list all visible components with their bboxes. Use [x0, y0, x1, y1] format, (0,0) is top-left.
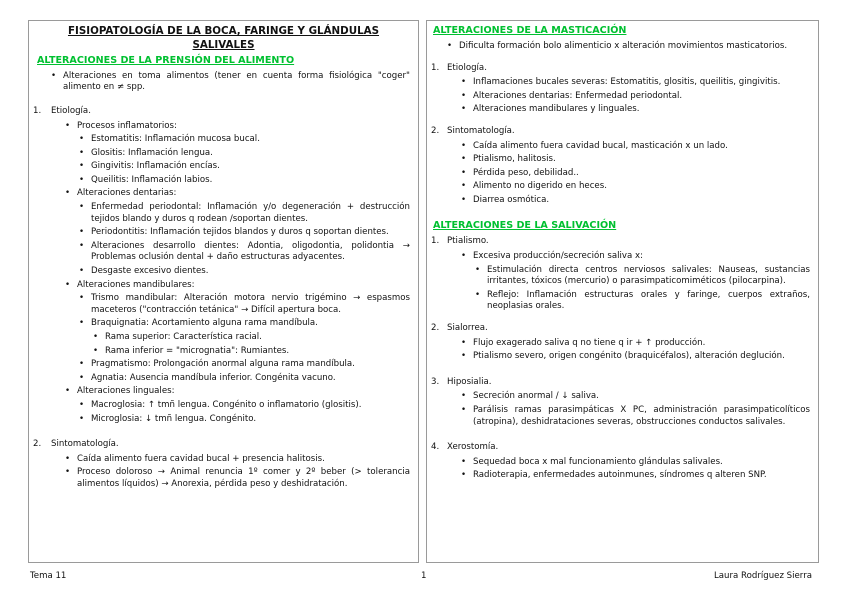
list-label: Ptialismo.	[447, 236, 489, 247]
list-item: • Reflejo: Inflamación estructuras orales y faringe, cuerpos extraños, neoplasias orales.	[433, 290, 810, 313]
list-number: 3.	[431, 376, 440, 387]
section-heading-salivacion: ALTERACIONES DE LA SALIVACIÓN	[433, 220, 617, 232]
list-item: • Inflamaciones bucales severas: Estomatitis, glositis, queilitis, gingivitis.	[433, 77, 810, 89]
prension-intro: • Alteraciones en toma alimentos (tener en cuenta forma fisiológica "coger" alimento en ≠ spp.	[37, 71, 410, 94]
list-item: • Alteraciones desarrollo dientes: Adontia, oligodontia, polidontia → Problemas oclusión dental + daño estructuras adyacentes.	[37, 241, 410, 264]
list-item: • Desgaste excesivo dientes.	[37, 266, 410, 278]
list-label: Hiposialia.	[447, 376, 492, 387]
list-item: • Caída alimento fuera cavidad bucal, masticación x un lado.	[433, 141, 810, 153]
list-number: 4.	[431, 442, 440, 453]
list-item: • Agnatia: Ausencia mandíbula inferior. Congénita vacuno.	[37, 373, 410, 385]
list-item: • Secreción anormal / ↓ saliva.	[433, 391, 810, 403]
list-item: • Alteraciones dentarias: Enfermedad periodontal.	[433, 91, 810, 103]
list-item: • Pragmatismo: Prolongación anormal alguna rama mandíbula.	[37, 359, 410, 371]
list-number: 1.	[431, 62, 440, 73]
list-item: • Ptialismo severo, origen congénito (braquicéfalos), alteración deglución.	[433, 351, 810, 363]
list-item: • Macroglosia: ↑ tmñ lengua. Congénito o inflamatorio (glositis).	[37, 400, 410, 412]
list-item: • Excesiva producción/secreción saliva x:	[433, 251, 810, 263]
masticacion-sintomatologia-heading	[433, 126, 810, 138]
list-item: • Diarrea osmótica.	[433, 195, 810, 207]
list-item: • Alteraciones mandibulares:	[37, 280, 410, 292]
list-item: • Estimulación directa centros nerviosos salivales: Nauseas, sustancias irritantes, tóxicos (mercurio) o parasimpaticomiméticos (pilocarpina).	[433, 265, 810, 288]
list-item: • Sequedad boca x mal funcionamiento glándulas salivales.	[433, 457, 810, 469]
list-number: 2.	[431, 322, 440, 333]
list-item: • Periodontitis: Inflamación tejidos blandos y duros q soportan dientes.	[37, 227, 410, 239]
prension-etiologia-heading	[33, 105, 410, 118]
list-item: • Ptialismo, halitosis.	[433, 154, 810, 166]
list-item: • Alimento no digerido en heces.	[433, 181, 810, 193]
list-item: • Enfermedad periodontal: Inflamación y/o degeneración + destrucción tejidos blando y duros q rodean /soportan dientes.	[37, 202, 410, 225]
masticacion-etiologia-heading	[433, 63, 810, 75]
masticacion-intro: • Dificulta formación bolo alimenticio x alteración movimientos masticatorios.	[433, 41, 810, 53]
page-title: FISIOPATOLOGÍA DE LA BOCA, FARINGE Y GLÁNDULAS SALIVALES	[67, 25, 380, 51]
list-item: • Alteraciones dentarias:	[37, 188, 410, 200]
sialorrea-heading	[433, 323, 810, 335]
list-item: • Pérdida peso, debilidad..	[433, 168, 810, 180]
list-item: • Trismo mandibular: Alteración motora nervio trigémino → espasmos maceteros ("contracción tetánica" → Difícil apertura boca.	[37, 293, 410, 316]
list-item: • Queilitis: Inflamación labios.	[37, 175, 410, 187]
footer-left: Tema 11	[30, 571, 67, 581]
list-label: Sintomatología.	[447, 125, 515, 136]
list-item: • Caída alimento fuera cavidad bucal + presencia halitosis.	[37, 454, 410, 466]
list-number: 1.	[431, 236, 440, 247]
footer-page-number: 1	[421, 571, 427, 581]
list-item: • Proceso doloroso → Animal renuncia 1º comer y 2º beber (> tolerancia alimentos líquidos) → Anorexia, pérdida peso y deshidratación.	[37, 467, 410, 490]
list-label: Sialorrea.	[447, 322, 488, 333]
list-item: • Alteraciones linguales:	[37, 386, 410, 398]
list-item: • Glositis: Inflamación lengua.	[37, 148, 410, 160]
list-item: • Gingivitis: Inflamación encías.	[37, 161, 410, 173]
list-number: 2.	[431, 125, 440, 136]
footer-author: Laura Rodríguez Sierra	[714, 571, 812, 581]
prension-sintomatologia-heading	[33, 439, 410, 451]
section-heading-prension: ALTERACIONES DE LA PRENSIÓN DEL ALIMENTO	[37, 54, 295, 66]
xerostomia-heading	[433, 442, 810, 454]
list-item: • Microglosia: ↓ tmñ lengua. Congénito.	[37, 414, 410, 426]
left-column	[28, 20, 419, 563]
list-label: Etiología.	[447, 62, 487, 73]
list-number: 1.	[33, 105, 42, 116]
right-column	[426, 20, 819, 563]
ptialismo-heading	[433, 236, 810, 248]
list-item: • Estomatitis: Inflamación mucosa bucal.	[37, 134, 410, 146]
list-label: Xerostomía.	[447, 442, 499, 453]
list-item: • Radioterapia, enfermedades autoinmunes, síndromes q alteren SNP.	[433, 470, 810, 482]
list-item: • Rama inferior = "micrognatia": Rumiantes.	[37, 346, 410, 358]
list-item: • Braquignatia: Acortamiento alguna rama mandíbula.	[37, 318, 410, 330]
hiposialia-heading	[433, 377, 810, 389]
list-item: • Flujo exagerado saliva q no tiene q ir + ↑ producción.	[433, 338, 810, 350]
list-item: • Parálisis ramas parasimpáticas X PC, administración parasimpaticolíticos (atropina), deshidrataciones severas, obstrucciones conductos salivales.	[433, 405, 810, 428]
list-item: • Procesos inflamatorios:	[37, 121, 410, 133]
section-heading-masticacion: ALTERACIONES DE LA MASTICACIÓN	[433, 25, 627, 36]
list-label: Etiología.	[51, 105, 91, 116]
list-item: • Alteraciones mandibulares y linguales.	[433, 104, 810, 116]
list-label: Sintomatología.	[51, 439, 119, 450]
list-number: 2.	[33, 439, 42, 450]
list-item: • Rama superior: Característica racial.	[37, 332, 410, 344]
